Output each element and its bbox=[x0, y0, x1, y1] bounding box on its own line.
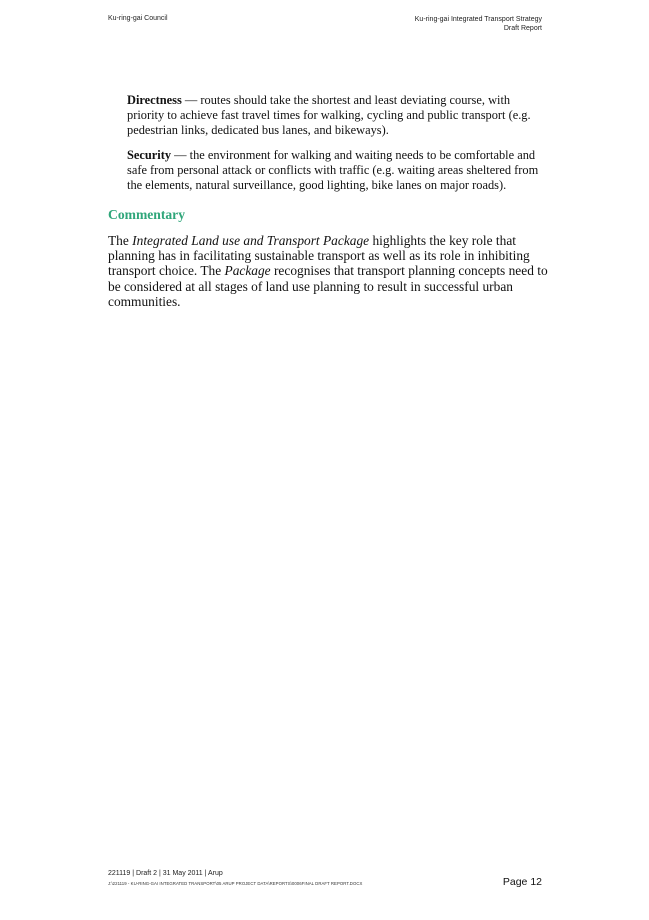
principle-directness bbox=[127, 93, 547, 139]
commentary-title-italic: Integrated Land use and Transport Package bbox=[132, 233, 370, 248]
page-number: Page 12 bbox=[502, 876, 542, 888]
footer-document-info: 221119 | Draft 2 | 31 May 2011 | Arup bbox=[108, 870, 223, 877]
section-heading-commentary: Commentary bbox=[108, 207, 186, 222]
principle-term: Security bbox=[127, 147, 172, 162]
commentary-text: The bbox=[108, 233, 133, 248]
header-organization: Ku-ring-gai Council bbox=[108, 15, 168, 22]
header-title-line1: Ku-ring-gai Integrated Transport Strategy bbox=[414, 16, 542, 23]
commentary-paragraph bbox=[108, 233, 548, 309]
header-title-line2: Draft Report bbox=[503, 25, 542, 32]
header-document-title bbox=[415, 15, 542, 33]
footer-file-path: J:\221119 - KU-RING-GAI INTEGRATED TRANSPORT\05 ARUP PROJECT DATA\REPORTS\0006FINAL DRAFT REPORT.DOCX bbox=[108, 881, 363, 886]
commentary-text: recognises that transport planning concepts need to be considered at all stages of land use planning to result in successful urban communities. bbox=[108, 263, 548, 309]
commentary-title-italic: Package bbox=[224, 263, 271, 279]
principle-term: Directness bbox=[127, 93, 182, 107]
principle-security bbox=[127, 148, 547, 194]
commentary-text: highlights the key role that planning has in facilitating sustainable transport as well as its role in inhibiting transport choice. The bbox=[108, 233, 530, 279]
principle-text: — routes should take the shortest and least deviating course, with priority to achieve fast travel times for walking, cycling and public transport (e.g. pedestrian links, dedicated bus lanes, and bikeways). bbox=[127, 93, 531, 138]
principles-list bbox=[127, 93, 547, 202]
principle-text: — the environment for walking and waiting needs to be comfortable and safe from personal attack or conflicts with traffic (e.g. waiting areas sheltered from the elements, natural surveillance, good lighting, bike lanes on major roads). bbox=[127, 147, 539, 193]
